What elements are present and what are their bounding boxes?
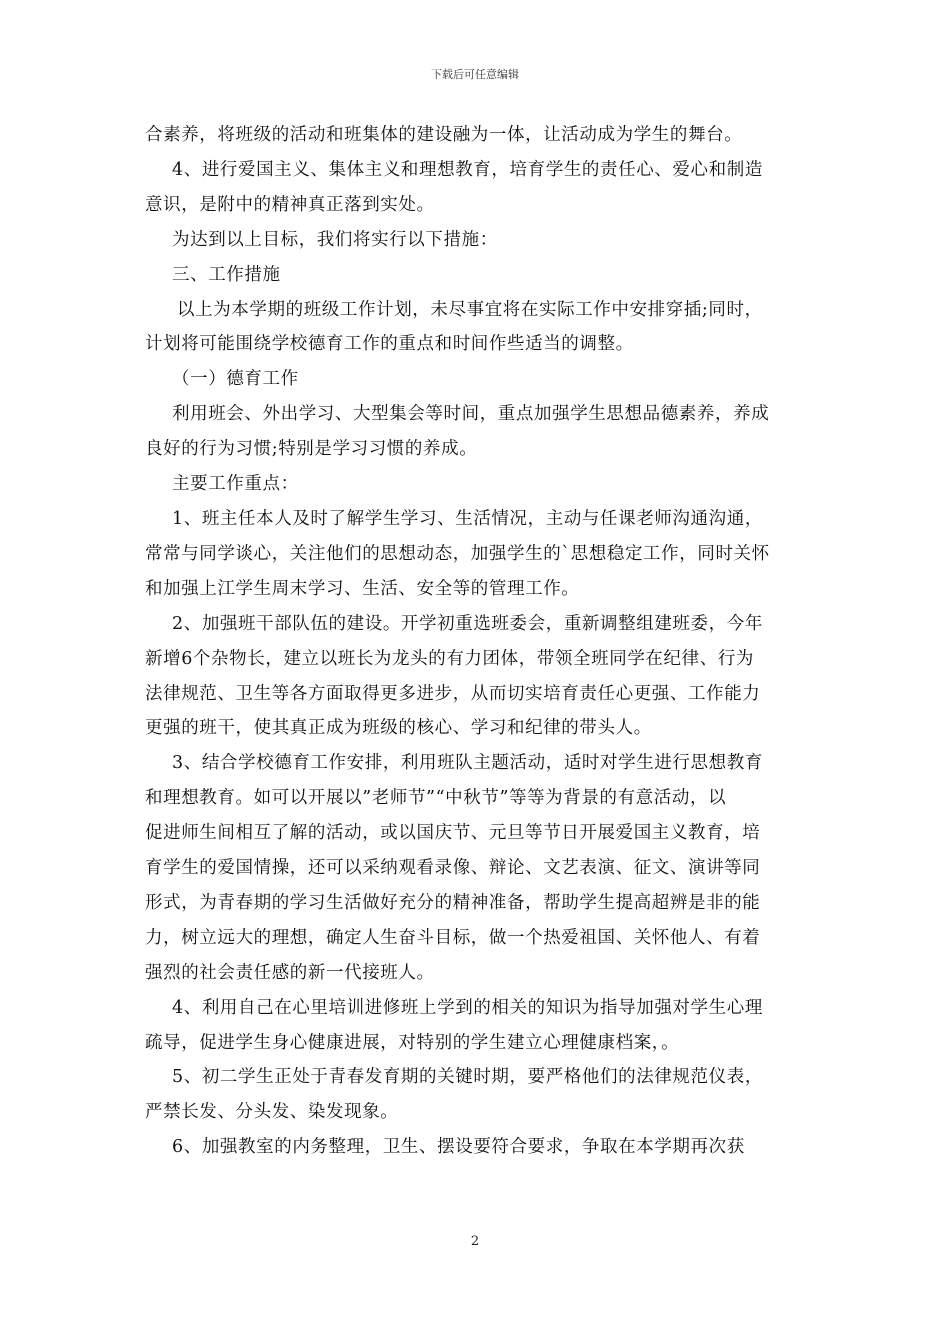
- text-line: 为达到以上目标，我们将实行以下措施：: [172, 229, 498, 250]
- text-line: 2、加强班干部队伍的建设。开学初重选班委会，重新调整组建班委，今年: [172, 613, 763, 634]
- text-line: 6、加强教室的内务整理，卫生、摆设要符合要求，争取在本学期再次获: [172, 1137, 745, 1158]
- text-line: 新增6个杂物长，建立以班长为龙头的有力团体，带领全班同学在纪律、行为: [145, 648, 755, 669]
- text-line: 形式，为青春期的学习生活做好充分的精神准备，帮助学生提高超辨是非的能: [145, 892, 761, 913]
- text-line: 和理想教育。如可以开展以”老师节”“中秋节”等等为背景的有意活动，以: [145, 788, 727, 809]
- section-heading: 三、工作措施: [172, 264, 281, 285]
- text-line: 育学生的爱国情操，还可以采纳观看录像、辩论、文艺表演、征文、演讲等同: [145, 858, 761, 879]
- text-line: 严禁长发、分头发、染发现象。: [145, 1102, 399, 1123]
- text-line: 良好的行为习惯;特别是学习习惯的养成。: [145, 439, 478, 460]
- text-line: 4、进行爱国主义、集体主义和理想教育，培育学生的责任心、爱心和制造: [172, 159, 763, 180]
- text-line: 促进师生间相互了解的活动，或以国庆节、元旦等节日开展爱国主义教育，培: [145, 823, 761, 844]
- text-line: 和加强上江学生周末学习、生活、安全等的管理工作。: [145, 578, 580, 599]
- text-line: 疏导，促进学生身心健康进展，对特别的学生建立心理健康档案，。: [145, 1032, 680, 1053]
- text-line: 1、班主任本人及时了解学生学习、生活情况，主动与任课老师沟通沟通，: [172, 508, 763, 529]
- subsection-heading: （一）德育工作: [172, 369, 299, 390]
- text-line: 合素养，将班级的活动和班集体的建设融为一体，让活动成为学生的舞台。: [145, 125, 743, 145]
- text-line: 5、初二学生正处于青春发育期的关键时期，要严格他们的法律规范仪表，: [172, 1067, 763, 1088]
- text-line: 计划将可能围绕学校德育工作的重点和时间作些适当的调整。: [145, 334, 634, 355]
- text-line: 3、结合学校德育工作安排，利用班队主题活动，适时对学生进行思想教育: [172, 753, 763, 774]
- text-line: 法律规范、卫生等各方面取得更多进步，从而切实培育责任心更强、工作能力: [145, 683, 761, 704]
- page-number: 2: [470, 1234, 480, 1249]
- text-line: 强烈的社会责任感的新一代接班人。: [145, 962, 435, 983]
- text-line: 更强的班干，使其真正成为班级的核心、学习和纪律的带头人。: [145, 718, 652, 739]
- text-line: 力，树立远大的理想，确定人生奋斗目标，做一个热爱祖国、关怀他人、有着: [145, 927, 761, 948]
- page-header: 下载后可任意编辑: [431, 68, 519, 81]
- text-line: 主要工作重点：: [172, 474, 299, 495]
- text-line: 利用班会、外出学习、大型集会等时间，重点加强学生思想品德素养，养成: [172, 404, 770, 425]
- text-line: 意识，是附中的精神真正落到实处。: [145, 194, 435, 215]
- text-line: 4、利用自己在心里培训进修班上学到的相关的知识为指导加强对学生心理: [172, 997, 763, 1018]
- text-line: 以上为本学期的班级工作计划，未尽事宜将在实际工作中安排穿插;同时，: [177, 299, 763, 320]
- document-body: [145, 118, 805, 1165]
- text-line: 常常与同学谈心，关注他们的思想动态，加强学生的`思想稳定工作，同时关怀: [145, 543, 770, 564]
